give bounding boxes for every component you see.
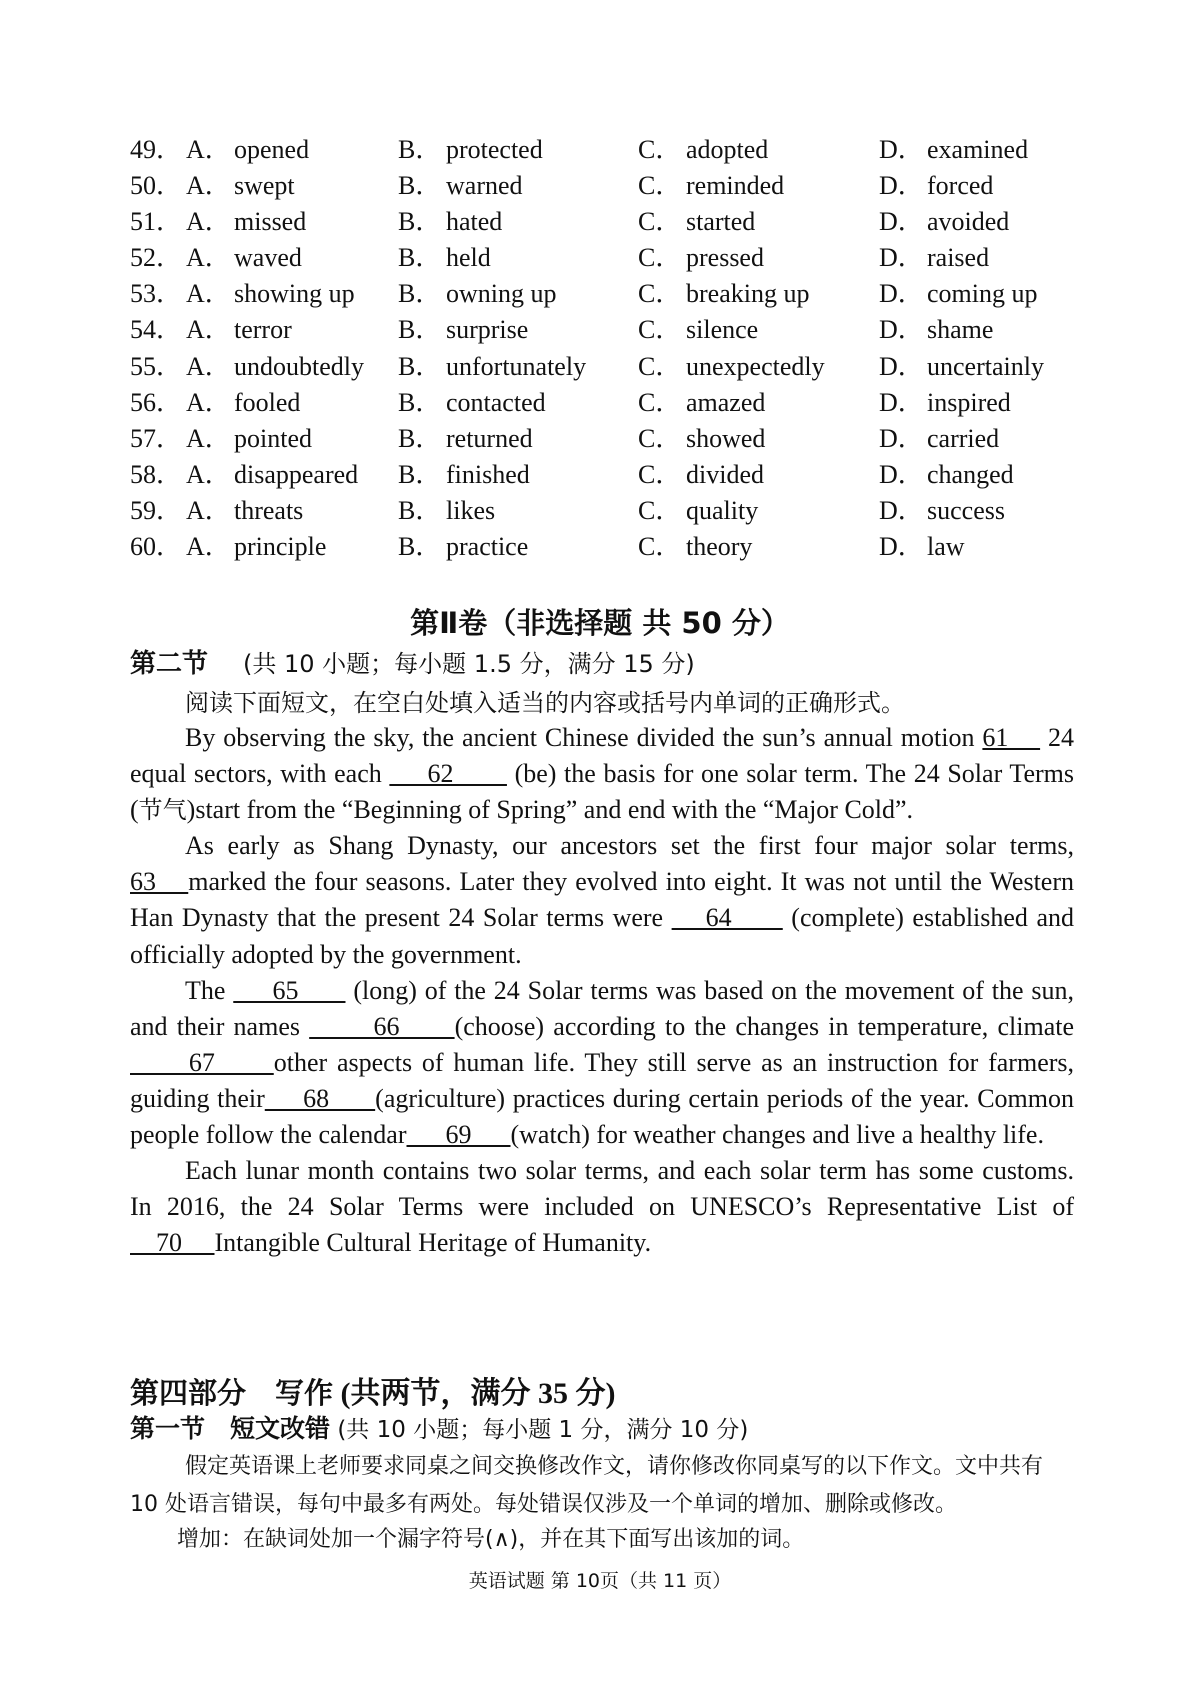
option-c — [638, 204, 755, 240]
option-d — [879, 312, 993, 348]
options-table — [130, 132, 1090, 565]
option-text: examined — [927, 135, 1029, 164]
option-c — [638, 457, 764, 493]
option-b — [398, 132, 543, 168]
option-text: success — [927, 495, 1005, 525]
option-letter: D． — [879, 459, 924, 489]
option-b — [398, 312, 528, 348]
option-text: shame — [927, 315, 994, 345]
option-b — [398, 421, 533, 457]
option-d — [879, 457, 1014, 493]
section-2-label: 第二节 — [130, 649, 209, 679]
option-d — [879, 132, 1028, 168]
option-row — [130, 385, 1090, 421]
option-d — [879, 204, 1009, 240]
option-letter: B． — [398, 387, 442, 417]
option-a — [186, 312, 292, 348]
option-text: divided — [686, 459, 764, 489]
option-letter: C． — [638, 135, 682, 164]
option-b — [398, 276, 557, 312]
option-letter: C． — [638, 387, 682, 417]
option-letter: B． — [398, 279, 442, 309]
cloze-passage — [130, 720, 1074, 1261]
blank-67: 67 — [130, 1047, 274, 1077]
section-2-note: (共 10 小题；每小题 1.5 分，满分 15 分) — [243, 650, 695, 678]
option-row — [130, 204, 1090, 240]
option-letter: B． — [398, 171, 442, 201]
option-letter: D． — [879, 243, 924, 273]
option-text: uncertainly — [927, 351, 1044, 381]
option-letter: B． — [398, 207, 442, 237]
option-letter: C． — [638, 495, 682, 525]
option-row — [130, 168, 1090, 204]
option-a — [186, 529, 326, 565]
question-number: 54． — [130, 315, 183, 345]
question-number: 55． — [130, 351, 183, 381]
page-footer: 英语试题 第 10页（共 11 页） — [468, 1570, 732, 1592]
option-a — [186, 421, 312, 457]
option-letter: B． — [398, 135, 442, 164]
option-letter: A． — [186, 171, 231, 201]
question-number: 59． — [130, 495, 183, 525]
option-text: showed — [686, 423, 766, 453]
option-c — [638, 240, 764, 276]
option-letter: C． — [638, 243, 682, 273]
option-row — [130, 240, 1090, 276]
option-c — [638, 312, 758, 348]
option-d — [879, 421, 999, 457]
option-text: theory — [686, 532, 753, 562]
option-a — [186, 132, 309, 168]
option-text: forced — [927, 171, 994, 201]
option-b — [398, 385, 546, 421]
option-text: finished — [446, 459, 530, 489]
option-c — [638, 349, 825, 385]
part-4-heading — [130, 1368, 616, 1412]
option-a — [186, 349, 364, 385]
option-text: showing up — [234, 279, 355, 309]
option-b — [398, 168, 523, 204]
question-number: 50． — [130, 171, 183, 201]
option-letter: C． — [638, 171, 682, 201]
option-letter: D． — [879, 171, 924, 201]
option-row — [130, 421, 1090, 457]
option-a — [186, 385, 300, 421]
blank-65: 65 — [233, 975, 346, 1005]
option-text: law — [927, 532, 965, 562]
option-text: pointed — [234, 423, 312, 453]
option-text: practice — [446, 532, 529, 562]
option-text: carried — [927, 423, 1000, 453]
option-text: silence — [686, 315, 759, 345]
option-text: started — [686, 207, 756, 237]
option-row — [130, 132, 1090, 168]
option-letter: B． — [398, 351, 442, 381]
option-letter: D． — [879, 279, 924, 309]
option-b — [398, 457, 530, 493]
blank-69: 69 — [406, 1120, 511, 1150]
option-letter: A． — [186, 459, 231, 489]
option-text: missed — [234, 207, 307, 237]
option-text: held — [446, 243, 491, 273]
option-text: amazed — [686, 387, 766, 417]
option-letter: B． — [398, 459, 442, 489]
option-text: inspired — [927, 387, 1011, 417]
section-2-instruction: 阅读下面短文，在空白处填入适当的内容或括号内单词的正确形式。 — [185, 689, 905, 717]
option-letter: D． — [879, 495, 924, 525]
option-a — [186, 276, 355, 312]
option-text: pressed — [686, 243, 764, 273]
option-letter: A． — [186, 532, 231, 562]
option-c — [638, 276, 809, 312]
option-row — [130, 312, 1090, 348]
option-letter: A． — [186, 135, 231, 164]
option-c — [638, 493, 758, 529]
option-d — [879, 385, 1011, 421]
blank-63: 63 — [130, 867, 189, 897]
option-b — [398, 204, 502, 240]
option-letter: C． — [638, 532, 682, 562]
section-1-note: (共 10 小题；每小题 1 分，满分 10 分) — [330, 1417, 749, 1443]
blank-64: 64 — [671, 903, 783, 933]
option-d — [879, 240, 989, 276]
option-letter: D． — [879, 423, 924, 453]
option-text: waved — [234, 243, 302, 273]
option-letter: A． — [186, 207, 231, 237]
option-text: changed — [927, 459, 1014, 489]
option-text: fooled — [234, 387, 301, 417]
option-row — [130, 493, 1090, 529]
option-letter: C． — [638, 423, 682, 453]
option-letter: D． — [879, 315, 924, 345]
option-text: raised — [927, 243, 990, 273]
blank-68: 68 — [264, 1083, 376, 1113]
option-letter: B． — [398, 495, 442, 525]
option-a — [186, 168, 295, 204]
part-4-note: (共两节，满分 35 分) — [333, 1377, 616, 1410]
option-text: hated — [446, 207, 503, 237]
option-text: likes — [446, 495, 496, 525]
option-text: adopted — [686, 135, 769, 164]
option-text: disappeared — [234, 459, 359, 489]
option-letter: C． — [638, 207, 682, 237]
option-letter: A． — [186, 423, 231, 453]
option-letter: B． — [398, 315, 442, 345]
question-number: 52． — [130, 243, 183, 273]
option-letter: A． — [186, 495, 231, 525]
option-letter: A． — [186, 387, 231, 417]
option-letter: C． — [638, 459, 682, 489]
option-d — [879, 529, 965, 565]
passage-paragraph-1: By observing the sky, the ancient Chinese divided the sun’s annual motion 61 24 equal sectors, with each 62 (be) the basis for one solar term. The 24 Solar Terms (节气)start from the “Beginning of Spring” and end with the “Major Cold”. — [130, 723, 1075, 825]
option-a — [186, 493, 303, 529]
option-letter: D． — [879, 351, 924, 381]
option-b — [398, 493, 495, 529]
option-text: opened — [234, 135, 310, 164]
option-text: undoubtedly — [234, 351, 364, 381]
section-1-heading — [130, 1409, 748, 1445]
section-2-header — [130, 643, 1074, 680]
option-letter: C． — [638, 351, 682, 381]
option-text: contacted — [446, 387, 546, 417]
option-text: swept — [234, 171, 295, 201]
option-text: coming up — [927, 279, 1038, 309]
option-letter: A． — [186, 351, 231, 381]
option-b — [398, 529, 528, 565]
option-row — [130, 457, 1090, 493]
add-word-instruction: 增加：在缺词处加一个漏字符号(∧)，并在其下面写出该加的词。 — [177, 1527, 805, 1552]
option-text: threats — [234, 495, 304, 525]
blank-62: 62 — [389, 759, 507, 789]
option-text: owning up — [446, 279, 557, 309]
option-c — [638, 385, 765, 421]
question-number: 58． — [130, 459, 183, 489]
blank-61: 61 — [982, 723, 1041, 752]
option-letter: A． — [186, 315, 231, 345]
blank-70: 70 — [130, 1228, 215, 1258]
option-letter: B． — [398, 532, 442, 562]
question-number: 49． — [130, 135, 183, 164]
option-text: quality — [686, 495, 759, 525]
option-text: reminded — [686, 171, 785, 201]
option-text: avoided — [927, 207, 1010, 237]
section-1-label: 第一节 短文改错 — [130, 1414, 331, 1443]
option-letter: D． — [879, 387, 924, 417]
error-correction-instructions: 假定英语课上老师要求同桌之间交换修改作文，请你修改你同桌写的以下作文。文中共有 10 处语言错误，每句中最多有两处。每处错误仅涉及一个单词的增加、删除或修改。 — [130, 1454, 1044, 1517]
question-number: 60． — [130, 532, 183, 562]
question-number: 56． — [130, 387, 183, 417]
volume-2-title: 第Ⅱ卷（非选择题 共 50 分） — [410, 606, 790, 640]
blank-66: 66 — [309, 1011, 455, 1041]
option-text: warned — [446, 171, 523, 201]
option-row — [130, 276, 1090, 312]
option-text: surprise — [446, 315, 529, 345]
option-text: principle — [234, 532, 327, 562]
option-text: unexpectedly — [686, 351, 825, 381]
option-a — [186, 240, 302, 276]
option-letter: D． — [879, 532, 924, 562]
part-4-label: 第四部分 写作 — [130, 1376, 334, 1410]
passage-paragraph-2: As early as Shang Dynasty, our ancestors set the first four major solar terms, 63 marked the four seasons. Later they evolved into eight. It was not until the Western Han Dynasty that the present 24 Solar terms were 64 (complete) established and officially adopted by the government. — [130, 831, 1074, 969]
option-row — [130, 349, 1090, 385]
passage-paragraph-3: The 65 (long) of the 24 Solar terms was based on the movement of the sun, and their names 66 (choose) according to the changes in temperature, climate 67 other aspects of human life. They still serve as an instruction for farmers, guiding their 68 (agriculture) practices during certain periods of the year. Common people follow the calendar 69 (watch) for weather changes and live a healthy life. — [130, 975, 1075, 1150]
option-d — [879, 493, 1005, 529]
option-letter: D． — [879, 135, 924, 164]
option-letter: A． — [186, 243, 231, 273]
option-d — [879, 276, 1038, 312]
question-number: 57． — [130, 423, 183, 453]
option-c — [638, 421, 765, 457]
option-c — [638, 168, 784, 204]
option-text: terror — [234, 315, 292, 345]
option-d — [879, 168, 993, 204]
option-c — [638, 529, 752, 565]
option-letter: A． — [186, 279, 231, 309]
question-number: 51． — [130, 207, 183, 237]
option-letter: D． — [879, 207, 924, 237]
question-number: 53． — [130, 279, 183, 309]
option-c — [638, 132, 768, 168]
option-a — [186, 457, 358, 493]
option-b — [398, 349, 586, 385]
option-letter: C． — [638, 315, 682, 345]
option-letter: B． — [398, 243, 442, 273]
option-row — [130, 529, 1090, 565]
option-a — [186, 204, 306, 240]
passage-paragraph-4: Each lunar month contains two solar terms, and each solar term has some customs. In 2016, the 24 Solar Terms were included on UNESCO’s Representative List of 70 Intangible Cultural Heritage of Humanity. — [130, 1156, 1074, 1258]
option-text: protected — [446, 135, 543, 164]
option-text: returned — [446, 423, 533, 453]
option-d — [879, 349, 1044, 385]
option-text: unfortunately — [446, 351, 587, 381]
option-letter: C． — [638, 279, 682, 309]
option-letter: B． — [398, 423, 442, 453]
option-text: breaking up — [686, 279, 810, 309]
option-b — [398, 240, 491, 276]
